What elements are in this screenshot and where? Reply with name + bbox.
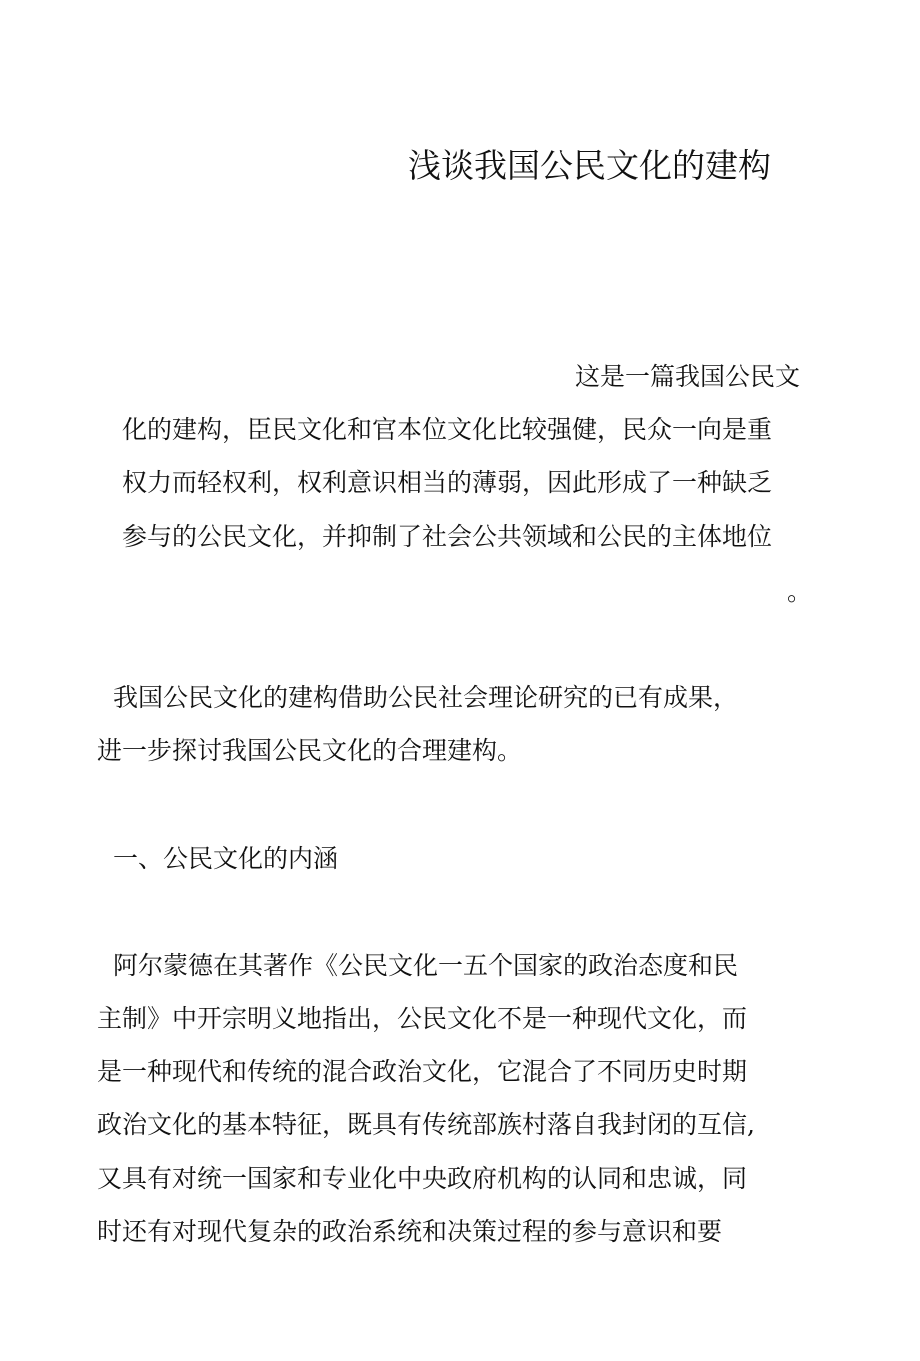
abstract-line: 化的建构，臣民文化和官本位文化比较强健，民众一向是重 <box>122 415 773 444</box>
intro-paragraph-line: 进一步探讨我国公民文化的合理建构。 <box>97 736 523 765</box>
section-heading: 一、公民文化的内涵 <box>113 844 339 873</box>
body-paragraph-line: 政治文化的基本特征，既具有传统部族村落自我封闭的互信, <box>97 1110 755 1139</box>
body-paragraph-line: 时还有对现代复杂的政治系统和决策过程的参与意识和要 <box>97 1217 723 1246</box>
body-paragraph-line: 又具有对统一国家和专业化中央政府机构的认同和忠诚，同 <box>97 1164 748 1193</box>
document-title: 浅谈我国公民文化的建构 <box>408 146 771 185</box>
body-paragraph-line: 主制》中开宗明义地指出，公民文化不是一种现代文化，而 <box>97 1004 748 1033</box>
intro-paragraph-line: 我国公民文化的建构借助公民社会理论研究的已有成果， <box>113 683 739 712</box>
abstract-line: 。 <box>787 577 813 606</box>
abstract-line: 权力而轻权利，权利意识相当的薄弱，因此形成了一种缺乏 <box>122 468 773 497</box>
body-paragraph-line: 是一种现代和传统的混合政治文化，它混合了不同历史时期 <box>97 1057 748 1086</box>
body-paragraph-line: 阿尔蒙德在其著作《公民文化一五个国家的政治态度和民 <box>113 951 739 980</box>
abstract-line: 这是一篇我国公民文 <box>575 362 801 391</box>
abstract-line: 参与的公民文化，并抑制了社会公共领域和公民的主体地位 <box>122 522 773 551</box>
